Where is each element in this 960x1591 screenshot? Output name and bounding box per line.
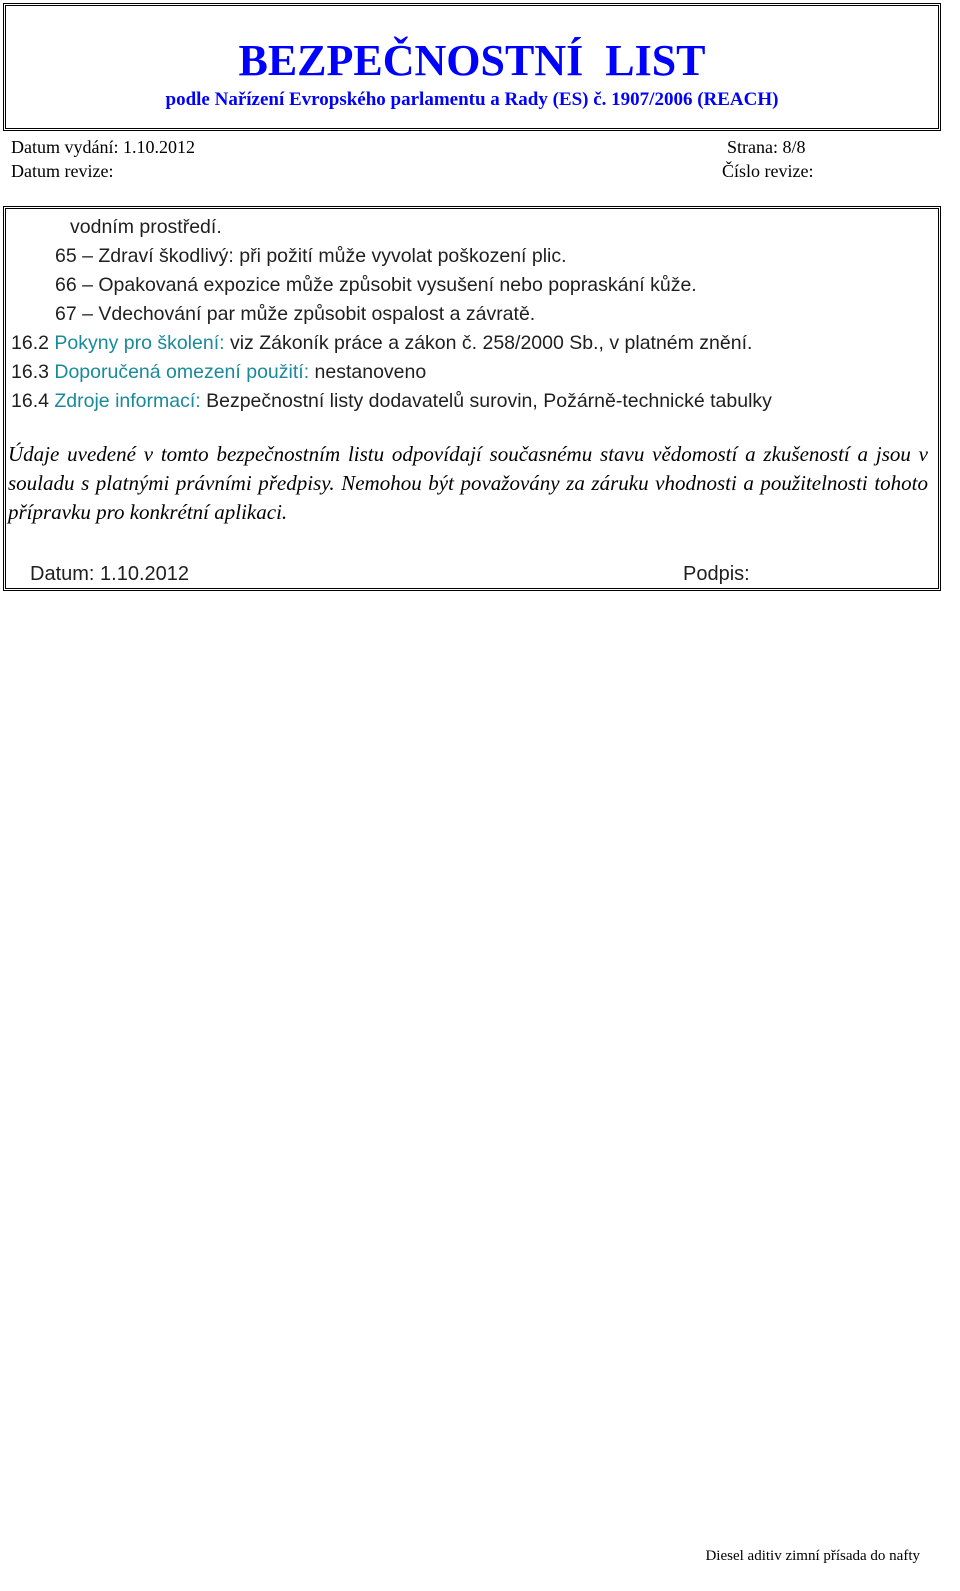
section-16-4 xyxy=(11,388,772,414)
footer-product-name: Diesel aditiv zimní přísada do nafty xyxy=(705,1548,920,1564)
text-line: 65 – Zdraví škodlivý: při požití může vyvolat poškození plic. xyxy=(55,245,567,267)
section-number: 16.4 xyxy=(11,390,55,412)
text-line: vodním prostředí. xyxy=(70,216,222,238)
section-label: Pokyny pro školení: xyxy=(54,332,225,354)
section-label: Zdroje informací: xyxy=(54,390,201,412)
document-subtitle: podle Nařízení Evropského parlamentu a Rady (ES) č. 1907/2006 (REACH) xyxy=(165,89,779,110)
section-number: 16.2 xyxy=(11,332,55,354)
text-line: 66 – Opakovaná expozice může způsobit vysušení nebo popraskání kůže. xyxy=(55,274,697,296)
text-line: 67 – Vdechování par může způsobit ospalost a závratě. xyxy=(55,303,536,325)
section-text: viz Zákoník práce a zákon č. 258/2000 Sb., v platném znění. xyxy=(224,332,753,354)
disclaimer-paragraph: Údaje uvedené v tomto bezpečnostním listu odpovídají současnému stavu vědomostí a zkušeností a jsou v souladu s platnými právními předpisy. Nemohou být považovány za záruku vhodnosti a použitelnosti tohoto přípravku pro konkrétní aplikaci. xyxy=(8,442,928,524)
issue-date: Datum vydání: 1.10.2012 xyxy=(11,137,195,157)
section-text: nestanoveno xyxy=(309,361,427,383)
document-title-box xyxy=(3,3,941,131)
section-16-2 xyxy=(11,330,752,356)
section-16-3 xyxy=(11,359,426,385)
page-number: Strana: 8/8 xyxy=(727,137,806,157)
signature-label: Podpis: xyxy=(683,563,750,585)
section-label: Doporučená omezení použití: xyxy=(54,361,310,383)
document-title: BEZPEČNOSTNÍ LIST xyxy=(238,36,706,85)
section-number: 16.3 xyxy=(11,361,55,383)
signature-date: Datum: 1.10.2012 xyxy=(30,563,189,585)
revision-number: Číslo revize: xyxy=(722,161,814,181)
section-text: Bezpečnostní listy dodavatelů surovin, Požárně-technické tabulky xyxy=(200,390,772,412)
revision-date: Datum revize: xyxy=(11,161,114,181)
